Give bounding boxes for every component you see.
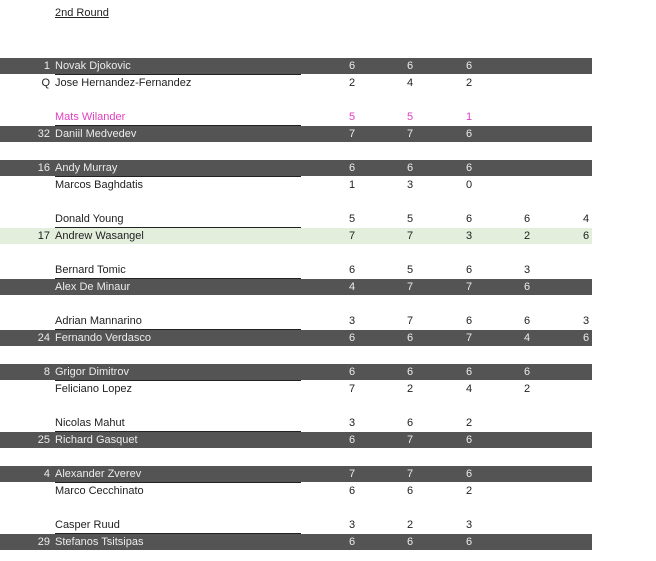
- set-score-5: 6: [582, 230, 590, 242]
- set-score-1: 7: [348, 468, 356, 480]
- set-score-3: 2: [465, 485, 473, 497]
- player-row: [0, 313, 592, 329]
- set-score-3: 6: [465, 213, 473, 225]
- player-row: [0, 381, 592, 397]
- player-row: [0, 75, 592, 91]
- set-score-1: 3: [348, 417, 356, 429]
- set-score-1: 1: [348, 179, 356, 191]
- set-score-4: 4: [523, 332, 531, 344]
- set-score-2: 6: [406, 536, 414, 548]
- set-score-1: 6: [348, 332, 356, 344]
- set-score-2: 7: [406, 128, 414, 140]
- set-score-3: 3: [465, 519, 473, 531]
- player-name: Grigor Dimitrov: [55, 366, 129, 378]
- set-score-1: 6: [348, 485, 356, 497]
- set-score-4: 3: [523, 264, 531, 276]
- set-score-1: 6: [348, 366, 356, 378]
- set-score-2: 6: [406, 417, 414, 429]
- set-score-3: 6: [465, 264, 473, 276]
- set-score-3: 1: [465, 111, 473, 123]
- player-name: Mats Wilander: [55, 111, 126, 123]
- set-score-1: 2: [348, 77, 356, 89]
- set-score-2: 3: [406, 179, 414, 191]
- player-row: [0, 211, 592, 227]
- player-seed: 29: [37, 536, 50, 548]
- set-score-1: 7: [348, 128, 356, 140]
- player-row: [0, 330, 592, 346]
- player-name: Nicolas Mahut: [55, 417, 125, 429]
- set-score-3: 2: [465, 417, 473, 429]
- player-name: Fernando Verdasco: [55, 332, 152, 344]
- player-name: Alexander Zverev: [55, 468, 142, 480]
- set-score-3: 6: [465, 315, 473, 327]
- player-name: Andrew Wasangel: [55, 230, 144, 242]
- player-seed: 16: [37, 162, 50, 174]
- player-name: Stefanos Tsitsipas: [55, 536, 144, 548]
- round-title: 2nd Round: [55, 7, 109, 19]
- set-score-1: 3: [348, 315, 356, 327]
- set-score-5: 6: [582, 332, 590, 344]
- set-score-1: 5: [348, 111, 356, 123]
- player-row: [0, 466, 592, 482]
- set-score-1: 6: [348, 264, 356, 276]
- set-score-3: 7: [465, 281, 473, 293]
- player-seed: 32: [37, 128, 50, 140]
- match-divider: [55, 380, 301, 381]
- set-score-3: 6: [465, 128, 473, 140]
- player-name: Novak Djokovic: [55, 60, 131, 72]
- player-name: Feliciano Lopez: [55, 383, 133, 395]
- player-seed: 4: [43, 468, 50, 480]
- player-seed: 17: [37, 230, 50, 242]
- match-divider: [55, 329, 301, 330]
- player-row: [0, 415, 592, 431]
- player-name: Donald Young: [55, 213, 124, 225]
- set-score-2: 6: [406, 366, 414, 378]
- player-name: Bernard Tomic: [55, 264, 126, 276]
- player-row: [0, 177, 592, 193]
- set-score-2: 2: [406, 383, 414, 395]
- player-row: [0, 279, 592, 295]
- set-score-1: 7: [348, 383, 356, 395]
- set-score-2: 2: [406, 519, 414, 531]
- set-score-2: 6: [406, 485, 414, 497]
- player-row: [0, 228, 592, 244]
- player-row: [0, 432, 592, 448]
- set-score-2: 7: [406, 281, 414, 293]
- set-score-2: 6: [406, 60, 414, 72]
- set-score-3: 6: [465, 162, 473, 174]
- set-score-2: 6: [406, 332, 414, 344]
- player-name: Richard Gasquet: [55, 434, 138, 446]
- set-score-3: 4: [465, 383, 473, 395]
- set-score-4: 2: [523, 230, 531, 242]
- set-score-2: 5: [406, 264, 414, 276]
- set-score-1: 7: [348, 230, 356, 242]
- set-score-2: 7: [406, 230, 414, 242]
- match-divider: [55, 482, 301, 483]
- match-divider: [55, 176, 301, 177]
- set-score-1: 6: [348, 162, 356, 174]
- match-divider: [55, 278, 301, 279]
- set-score-5: 4: [582, 213, 590, 225]
- set-score-2: 6: [406, 162, 414, 174]
- player-name: Marco Cecchinato: [55, 485, 144, 497]
- player-seed: 1: [43, 60, 50, 72]
- set-score-1: 3: [348, 519, 356, 531]
- set-score-4: 6: [523, 213, 531, 225]
- player-seed: 24: [37, 332, 50, 344]
- set-score-3: 6: [465, 434, 473, 446]
- set-score-2: 7: [406, 468, 414, 480]
- set-score-4: 6: [523, 281, 531, 293]
- player-seed: 25: [37, 434, 50, 446]
- player-name: Adrian Mannarino: [55, 315, 142, 327]
- set-score-2: 7: [406, 434, 414, 446]
- player-row: [0, 534, 592, 550]
- player-row: [0, 109, 592, 125]
- player-name: Casper Ruud: [55, 519, 120, 531]
- match-divider: [55, 125, 301, 126]
- match-divider: [55, 74, 301, 75]
- set-score-1: 6: [348, 434, 356, 446]
- set-score-4: 6: [523, 315, 531, 327]
- set-score-2: 5: [406, 111, 414, 123]
- set-score-1: 4: [348, 281, 356, 293]
- set-score-3: 7: [465, 332, 473, 344]
- player-name: Andy Murray: [55, 162, 118, 174]
- set-score-2: 7: [406, 315, 414, 327]
- set-score-5: 3: [582, 315, 590, 327]
- set-score-3: 2: [465, 77, 473, 89]
- player-seed: 8: [43, 366, 50, 378]
- player-row: [0, 483, 592, 499]
- player-seed: Q: [41, 77, 50, 89]
- set-score-3: 0: [465, 179, 473, 191]
- player-row: [0, 58, 592, 74]
- player-row: [0, 364, 592, 380]
- match-divider: [55, 431, 301, 432]
- set-score-4: 2: [523, 383, 531, 395]
- match-divider: [55, 227, 301, 228]
- set-score-2: 5: [406, 213, 414, 225]
- set-score-4: 6: [523, 366, 531, 378]
- player-row: [0, 262, 592, 278]
- set-score-1: 5: [348, 213, 356, 225]
- player-row: [0, 126, 592, 142]
- set-score-2: 4: [406, 77, 414, 89]
- player-row: [0, 517, 592, 533]
- player-row: [0, 160, 592, 176]
- player-name: Jose Hernandez-Fernandez: [55, 77, 192, 89]
- set-score-3: 6: [465, 366, 473, 378]
- set-score-3: 6: [465, 536, 473, 548]
- player-name: Marcos Baghdatis: [55, 179, 144, 191]
- set-score-3: 6: [465, 468, 473, 480]
- player-name: Daniil Medvedev: [55, 128, 137, 140]
- set-score-1: 6: [348, 536, 356, 548]
- set-score-1: 6: [348, 60, 356, 72]
- set-score-3: 6: [465, 60, 473, 72]
- match-divider: [55, 533, 301, 534]
- player-name: Alex De Minaur: [55, 281, 131, 293]
- set-score-3: 3: [465, 230, 473, 242]
